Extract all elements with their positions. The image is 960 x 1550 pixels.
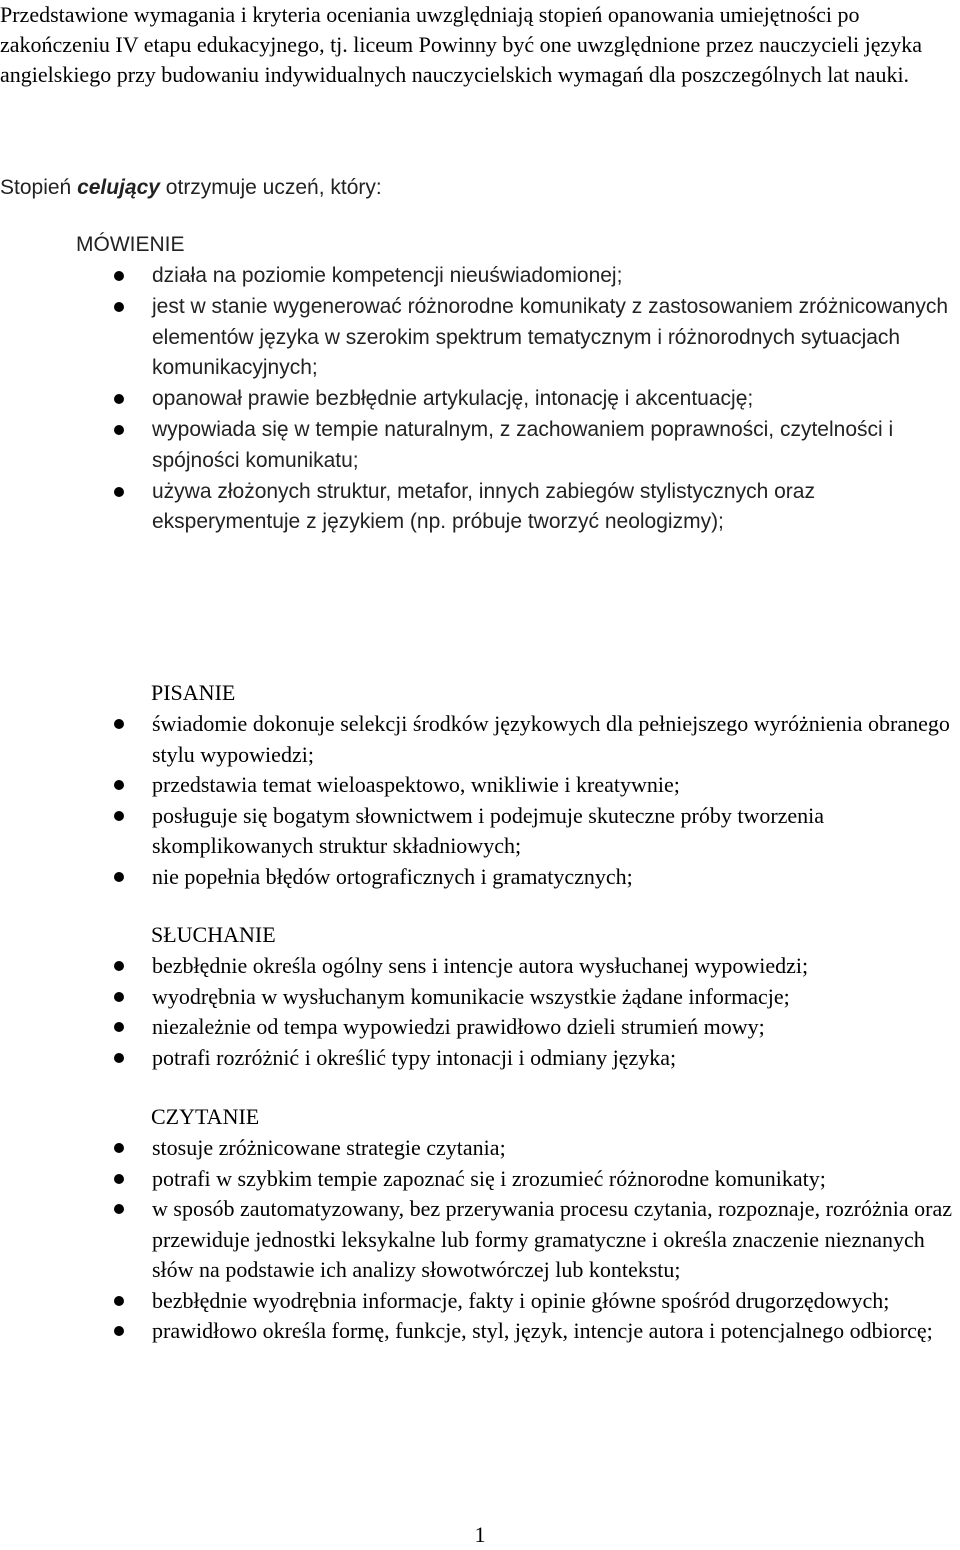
list-item: posługuje się bogatym słownictwem i podejmuje skuteczne próby tworzenia skomplikowanych struktur składniowych; [0, 801, 958, 862]
list-item: bezbłędnie wyodrębnia informacje, fakty i opinie główne spośród drugorzędowych; [0, 1286, 958, 1317]
grade-name: celujący [77, 176, 160, 199]
section-heading-czytanie: CZYTANIE [151, 1104, 260, 1129]
grade-suffix: otrzymuje uczeń, który: [159, 176, 382, 199]
intro-paragraph: Przedstawione wymagania i kryteria oceniania uwzględniają stopień opanowania umiejętności po zakończeniu IV etapu edukacyjnego, tj. liceum Powinny być one uwzględnione przez nauczycieli języka angielskiego przy budowaniu indywidualnych nauczycielskich wymagań dla poszczególnych lat nauki. [0, 2, 923, 87]
list-item: wypowiada się w tempie naturalnym, z zachowaniem poprawności, czytelności i spójności komunikatu; [0, 415, 958, 477]
page-number: 1 [474, 1522, 486, 1547]
list-item: używa złożonych struktur, metafor, innych zabiegów stylistycznych oraz eksperymentuje z językiem (np. próbuje tworzyć neologizmy); [0, 477, 958, 539]
list-item: wyodrębnia w wysłuchanym komunikacie wszystkie żądane informacje; [0, 982, 958, 1013]
list-sluchanie [0, 951, 958, 1073]
list-item: nie popełnia błędów ortograficznych i gramatycznych; [0, 862, 958, 893]
list-item: przedstawia temat wieloaspektowo, wnikliwie i kreatywnie; [0, 770, 958, 801]
section-heading-sluchanie: SŁUCHANIE [151, 922, 276, 947]
grade-line [0, 173, 382, 203]
list-item: niezależnie od tempa wypowiedzi prawidłowo dzieli strumień mowy; [0, 1012, 958, 1043]
list-item: w sposób zautomatyzowany, bez przerywania procesu czytania, rozpoznaje, rozróżnia oraz przewiduje jednostki leksykalne lub formy gramatyczne i określa znaczenie nieznanych słów na podstawie ich analizy słowotwórczej lub kontekstu; [0, 1194, 958, 1286]
list-item: stosuje zróżnicowane strategie czytania; [0, 1133, 958, 1164]
list-pisanie [0, 709, 958, 892]
list-item: działa na poziomie kompetencji nieuświadomionej; [0, 261, 958, 292]
list-item: bezbłędnie określa ogólny sens i intencje autora wysłuchanej wypowiedzi; [0, 951, 958, 982]
list-mowienie [0, 261, 958, 538]
list-item: potrafi rozróżnić i określić typy intonacji i odmiany języka; [0, 1043, 958, 1074]
list-item: potrafi w szybkim tempie zapoznać się i zrozumieć różnorodne komunikaty; [0, 1164, 958, 1195]
section-heading-pisanie: PISANIE [151, 680, 236, 705]
list-item: jest w stanie wygenerować różnorodne komunikaty z zastosowaniem zróżnicowanych elementów języka w szerokim spektrum tematycznym i różnorodnych sytuacjach komunikacyjnych; [0, 292, 958, 384]
list-item: prawidłowo określa formę, funkcje, styl, język, intencje autora i potencjalnego odbiorcę; [0, 1316, 958, 1347]
list-item: świadomie dokonuje selekcji środków językowych dla pełniejszego wyróżnienia obranego stylu wypowiedzi; [0, 709, 958, 770]
list-czytanie [0, 1133, 958, 1347]
section-heading-mowienie: MÓWIENIE [76, 233, 185, 256]
grade-prefix: Stopień [0, 176, 78, 199]
list-item: opanował prawie bezbłędnie artykulację, intonację i akcentuację; [0, 384, 958, 415]
